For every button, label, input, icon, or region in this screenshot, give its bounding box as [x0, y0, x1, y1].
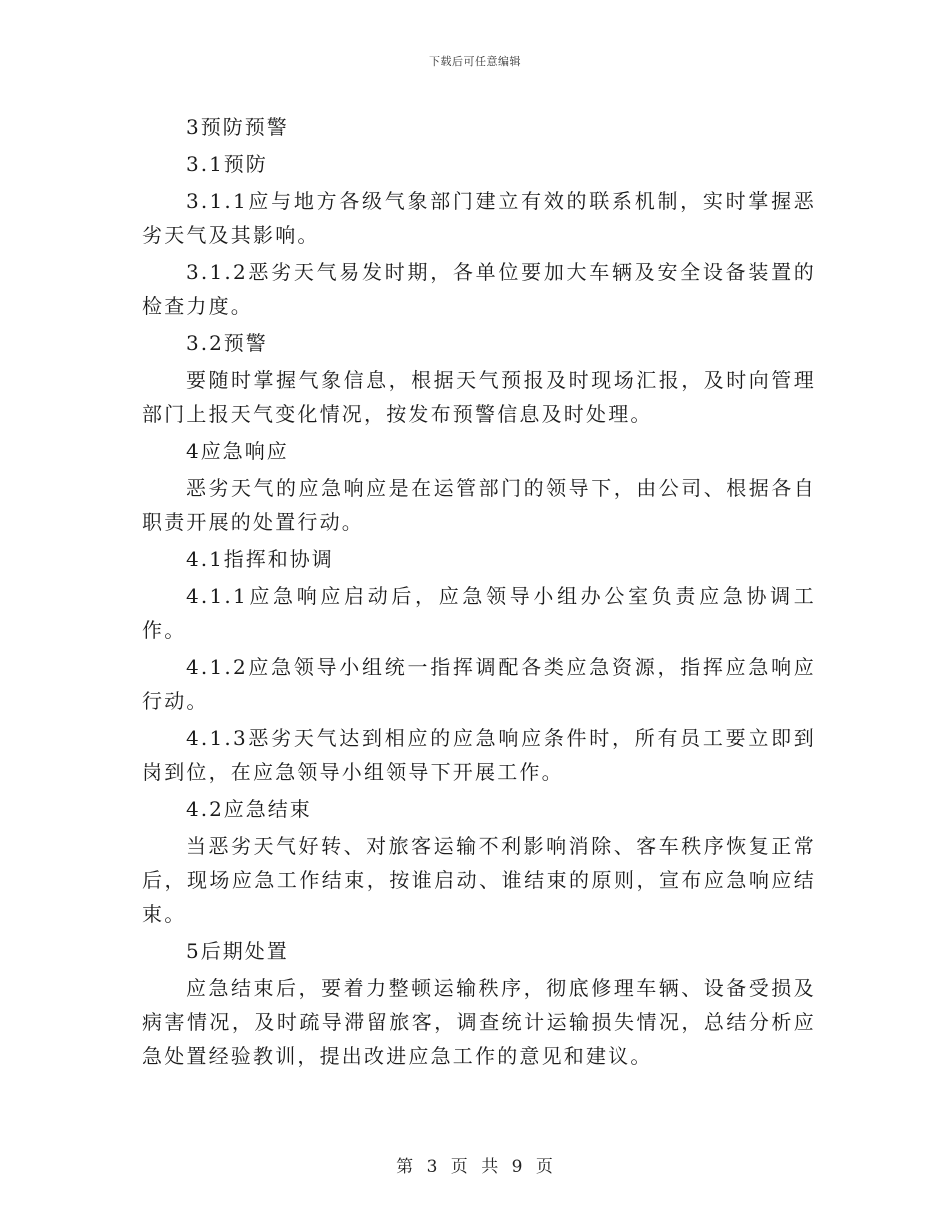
section-heading: 5后期处置	[186, 939, 289, 963]
paragraph: 4.1.3恶劣天气达到相应的应急响应条件时，所有员工要立即到岗到位，在应急领导小组领导下开展工作。	[142, 726, 816, 784]
paragraph: 应急结束后，要着力整顿运输秩序，彻底修理车辆、设备受损及病害情况，及时疏导滞留旅客，调查统计运输损失情况，总结分析应急处置经验教训，提出改进应急工作的意见和建议。	[142, 976, 816, 1068]
paragraph: 4.1.1应急响应启动后，应急领导小组办公室负责应急协调工作。	[142, 584, 816, 642]
paragraph: 4.1.2应急领导小组统一指挥调配各类应急资源，指挥应急响应行动。	[142, 655, 816, 713]
paragraph: 3.1.1应与地方各级气象部门建立有效的联系机制，实时掌握恶劣天气及其影响。	[142, 189, 816, 247]
paragraph: 3.1.2恶劣天气易发时期，各单位要加大车辆及安全设备装置的检查力度。	[142, 260, 816, 318]
subsection-heading: 3.1预防	[186, 152, 268, 176]
subsection-heading: 3.2预警	[186, 331, 268, 355]
paragraph: 恶劣天气的应急响应是在运管部门的领导下，由公司、根据各自职责开展的处置行动。	[142, 476, 816, 534]
section-heading: 4应急响应	[186, 439, 289, 463]
section-heading: 3预防预警	[186, 115, 289, 139]
page-number-footer: 第 3 页 共 9 页	[396, 1157, 554, 1177]
page-header: 下载后可任意编辑	[429, 55, 521, 68]
paragraph: 要随时掌握气象信息，根据天气预报及时现场汇报，及时向管理部门上报天气变化情况，按发布预警信息及时处理。	[142, 368, 816, 426]
paragraph: 当恶劣天气好转、对旅客运输不利影响消除、客车秩序恢复正常后，现场应急工作结束，按谁启动、谁结束的原则，宣布应急响应结束。	[142, 834, 816, 926]
document-body	[142, 110, 816, 1076]
subsection-heading: 4.1指挥和协调	[186, 547, 334, 571]
subsection-heading: 4.2应急结束	[186, 797, 312, 821]
